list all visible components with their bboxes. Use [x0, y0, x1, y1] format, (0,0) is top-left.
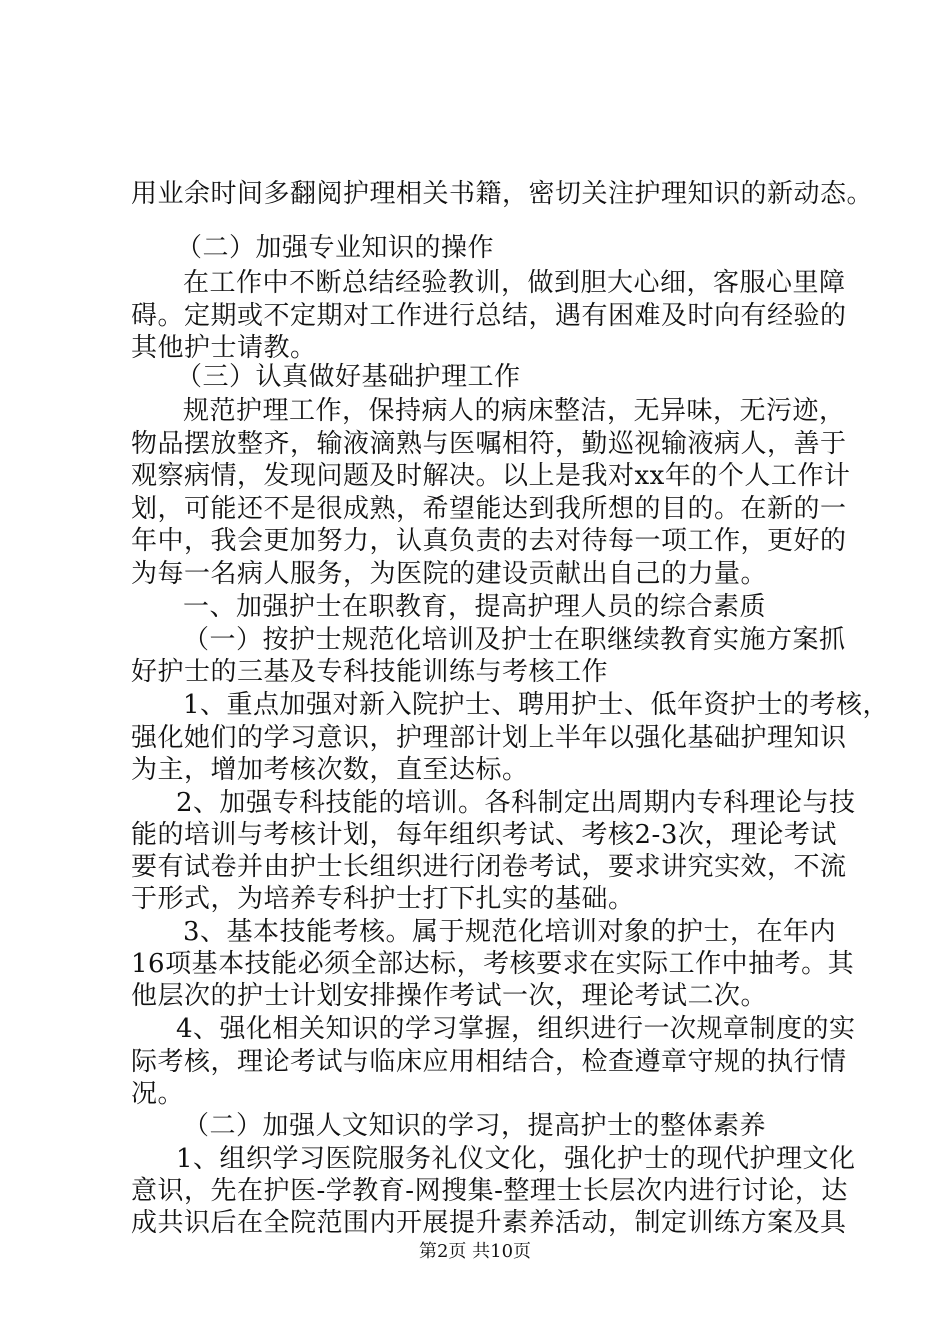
section-heading: （二）加强专业知识的操作 — [176, 233, 495, 263]
text-line: 在工作中不断总结经验教训，做到胆大心细，客服心里障 — [183, 268, 846, 298]
text-line: 其他护士请教。 — [131, 333, 317, 363]
text-line: 为每一名病人服务，为医院的建设贡献出自己的力量。 — [131, 559, 768, 589]
section-heading: （二）加强人文知识的学习，提高护士的整体素养 — [183, 1111, 767, 1141]
text-line: 物品摆放整齐，输液滴熟与医嘱相符，勤巡视输液病人，善于 — [131, 429, 847, 459]
text-line: 强化她们的学习意识，护理部计划上半年以强化基础护理知识 — [131, 723, 847, 753]
text-line: 观察病情，发现问题及时解决。以上是我对xx年的个人工作计 — [131, 461, 851, 491]
text-line: 他层次的护士计划安排操作考试一次，理论考试二次。 — [131, 981, 768, 1011]
text-line: 好护士的三基及专科技能训练与考核工作 — [131, 657, 609, 687]
text-line: 16项基本技能必须全部达标，考核要求在实际工作中抽考。其 — [131, 949, 855, 979]
page-number: 第2页 共10页 — [418, 1241, 532, 1262]
text-line: 1、重点加强对新入院护士、聘用护士、低年资护士的考核， — [183, 690, 890, 720]
text-line: 于形式，为培养专科护士打下扎实的基础。 — [131, 884, 635, 914]
text-line: 年中，我会更加努力，认真负责的去对待每一项工作，更好的 — [131, 526, 847, 556]
text-line: 能的培训与考核计划，每年组织考试、考核2-3次，理论考试 — [131, 820, 837, 850]
text-line: 际考核，理论考试与临床应用相结合，检查遵章守规的执行情 — [131, 1047, 847, 1077]
text-line: 为主，增加考核次数，直至达标。 — [131, 755, 529, 785]
text-line: 1、组织学习医院服务礼仪文化，强化护士的现代护理文化 — [176, 1144, 856, 1174]
text-line: 2、加强专科技能的培训。各科制定出周期内专科理论与技 — [176, 788, 856, 818]
text-line: 意识，先在护医-学教育-网搜集-整理士长层次内进行讨论，达 — [131, 1176, 848, 1206]
section-heading: （三）认真做好基础护理工作 — [176, 362, 521, 392]
text-line: 碍。定期或不定期对工作进行总结，遇有困难及时向有经验的 — [131, 301, 847, 331]
text-line: 划，可能还不是很成熟，希望能达到我所想的目的。在新的一 — [131, 494, 847, 524]
text-line: 用业余时间多翻阅护理相关书籍，密切关注护理知识的新动态。 — [131, 179, 874, 209]
text-line: 成共识后在全院范围内开展提升素养活动，制定训练方案及具 — [131, 1208, 847, 1238]
section-heading: 一、加强护士在职教育，提高护理人员的综合素质 — [183, 592, 767, 622]
text-line: 3、基本技能考核。属于规范化培训对象的护士，在年内 — [183, 917, 837, 947]
text-line: 4、强化相关知识的学习掌握，组织进行一次规章制度的实 — [176, 1014, 856, 1044]
text-line: 要有试卷并由护士长组织进行闭卷考试，要求讲究实效，不流 — [131, 852, 847, 882]
text-line: 规范护理工作，保持病人的病床整洁，无异味，无污迹， — [183, 396, 846, 426]
section-heading: （一）按护士规范化培训及护士在职继续教育实施方案抓 — [183, 625, 846, 655]
text-line: 况。 — [131, 1079, 185, 1109]
